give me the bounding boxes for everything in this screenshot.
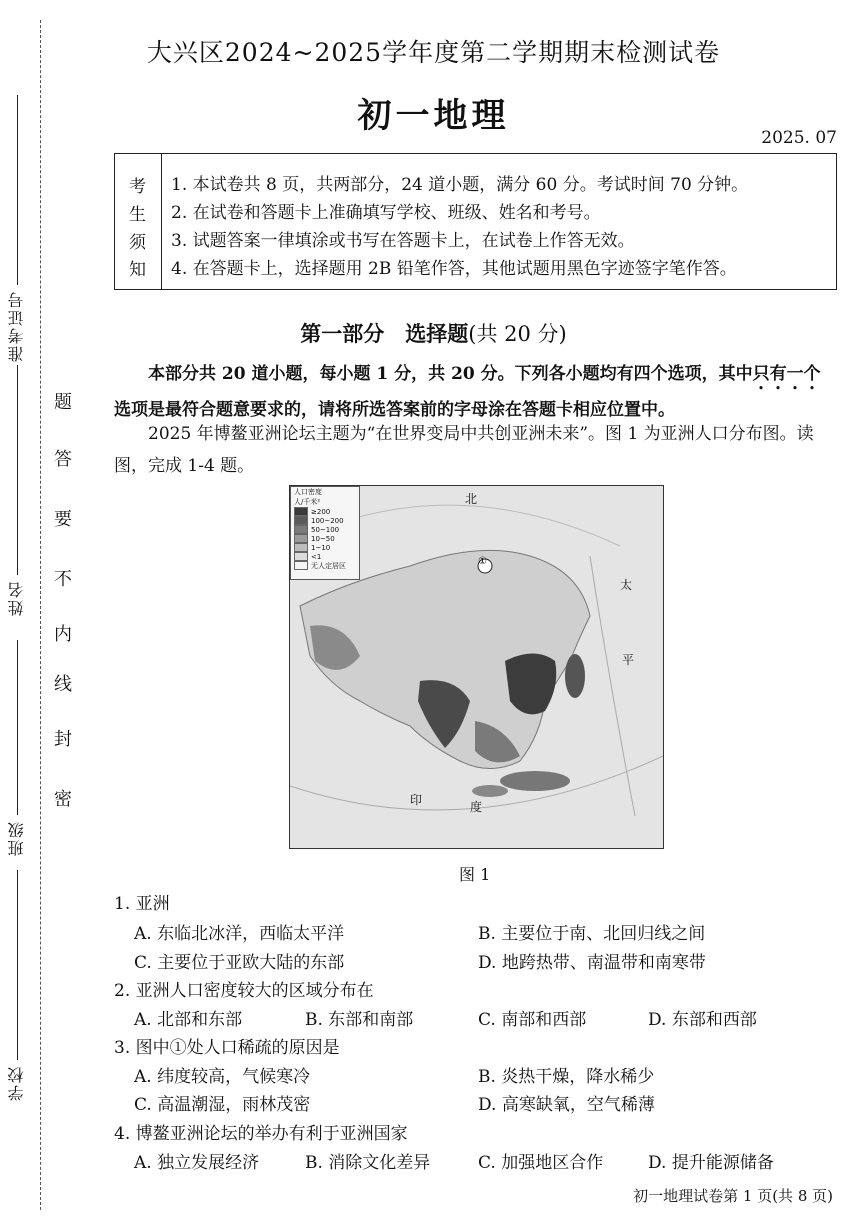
option-d: D. 东部和西部 [648,1010,757,1030]
seal-char: 要 [54,509,72,530]
notice-label-char: 生 [129,205,146,225]
class-fill-line [17,640,18,815]
legend-item [291,543,359,552]
legend-label: 无人定居区 [311,561,346,570]
legend-swatch [294,516,308,525]
legend-swatch [294,561,308,570]
exam-date: 2025. 07 [761,128,837,148]
question-intro: 2025 年博鳌亚洲论坛主题为“在世界变局中共创亚洲未来”。图 1 为亚洲人口分布图。读图，完成 1-4 题。 [114,424,814,476]
ocean-label: 北 [465,492,478,506]
option-a: A. 北部和东部 [134,1010,243,1030]
option-d: D. 地跨热带、南温带和南寒带 [478,953,706,973]
question-stem: 2. 亚洲人口密度较大的区域分布在 [114,981,374,1001]
seal-char: 线 [54,674,72,695]
option-d: D. 高寒缺氧，空气稀薄 [478,1095,655,1115]
school-label: 学校 [7,1065,26,1101]
seal-char: 答 [54,449,72,470]
question-stem: 1. 亚洲 [114,894,170,914]
legend-swatch [294,543,308,552]
exam-title: 大兴区2024~2025学年度第二学期期末检测试卷 [146,38,721,67]
seal-char: 内 [54,624,72,645]
seal-char: 封 [54,729,72,750]
legend-unit: 人/千米² [294,498,321,506]
page-footer: 初一地理试卷第 1 页(共 8 页) [633,1187,833,1205]
asia-population-map [289,485,664,849]
option-a: A. 纬度较高，气候寒冷 [134,1067,311,1087]
legend-swatch [294,534,308,543]
school-fill-line [17,870,18,1060]
option-c: C. 主要位于亚欧大陆的东部 [134,953,345,973]
option-a: A. 独立发展经济 [134,1153,260,1173]
seal-char: 不 [54,569,72,590]
instructions-text: 选项是最符合题意要求的，请将所选答案前的字母涂在答题卡相应位置中。 [114,400,675,420]
legend-label: 50~100 [311,525,340,534]
ocean-label: 度 [470,800,483,814]
ocean-label: 平 [622,653,635,667]
binding-dashed-line [40,20,41,1210]
map-legend [290,486,360,580]
option-a: A. 东临北冰洋，西临太平洋 [134,924,345,944]
legend-label: <1 [311,552,322,561]
option-b: B. 主要位于南、北回归线之间 [478,924,706,944]
legend-label: 1~10 [311,543,331,552]
legend-item [291,561,359,570]
legend-rows [291,507,359,570]
map-marker-1: ① [478,556,487,567]
subject-title: 初一地理 [357,96,510,136]
option-d: D. 提升能源储备 [648,1153,774,1173]
figure-caption: 图 1 [459,865,491,884]
notice-item: 1. 本试卷共 8 页，共两部分，24 道小题，满分 60 分。考试时间 70 分钟。 [171,175,749,195]
legend-label: 10~50 [311,534,335,543]
candidate-notice-box [114,153,837,290]
seal-char: 密 [54,789,72,810]
legend-title: 人口密度 [294,488,322,496]
ocean-label: 印 [410,793,423,807]
name-fill-line [17,365,18,575]
section-name: 第一部分 选择题 [300,321,469,346]
option-b: B. 炎热干燥，降水稀少 [478,1067,655,1087]
notice-label [115,154,162,289]
legend-label: ≥200 [311,507,331,516]
legend-swatch [294,525,308,534]
question-stem: 4. 博鳌亚洲论坛的举办有利于亚洲国家 [114,1124,408,1144]
notice-label-char: 须 [129,233,146,253]
question-stem: 3. 图中①处人口稀疏的原因是 [114,1038,340,1058]
notice-label-char: 知 [129,260,146,280]
instructions-text: 本部分共 20 道小题，每小题 1 分，共 20 分。下列各小题均有四个选项，其中 [148,364,753,384]
instructions-emphasis: 只有一个 [752,364,821,384]
option-c: C. 加强地区合作 [478,1153,604,1173]
ocean-label: 太 [620,578,633,592]
option-b: B. 东部和南部 [305,1010,414,1030]
notice-item: 3. 试题答案一律填涂或书写在答题卡上，在试卷上作答无效。 [171,231,635,251]
notice-item: 4. 在答题卡上，选择题用 2B 铅笔作答，其他试题用黑色字迹签字笔作答。 [171,259,737,279]
option-c: C. 南部和西部 [478,1010,587,1030]
section-score: (共 20 分) [468,322,567,346]
class-label: 班级 [7,820,26,856]
option-b: B. 消除文化差异 [305,1153,431,1173]
notice-label-char: 考 [129,177,146,197]
section-title [0,318,867,348]
section-instructions [114,358,836,426]
option-c: C. 高温潮湿，雨林茂密 [134,1095,311,1115]
name-label: 姓名 [7,580,26,616]
legend-swatch [294,507,308,516]
exam-id-label: 准考证号 [7,290,26,362]
seal-char: 题 [54,392,72,413]
legend-swatch [294,552,308,561]
legend-label: 100~200 [311,516,344,525]
notice-item: 2. 在试卷和答题卡上准确填写学校、班级、姓名和考号。 [171,203,601,223]
